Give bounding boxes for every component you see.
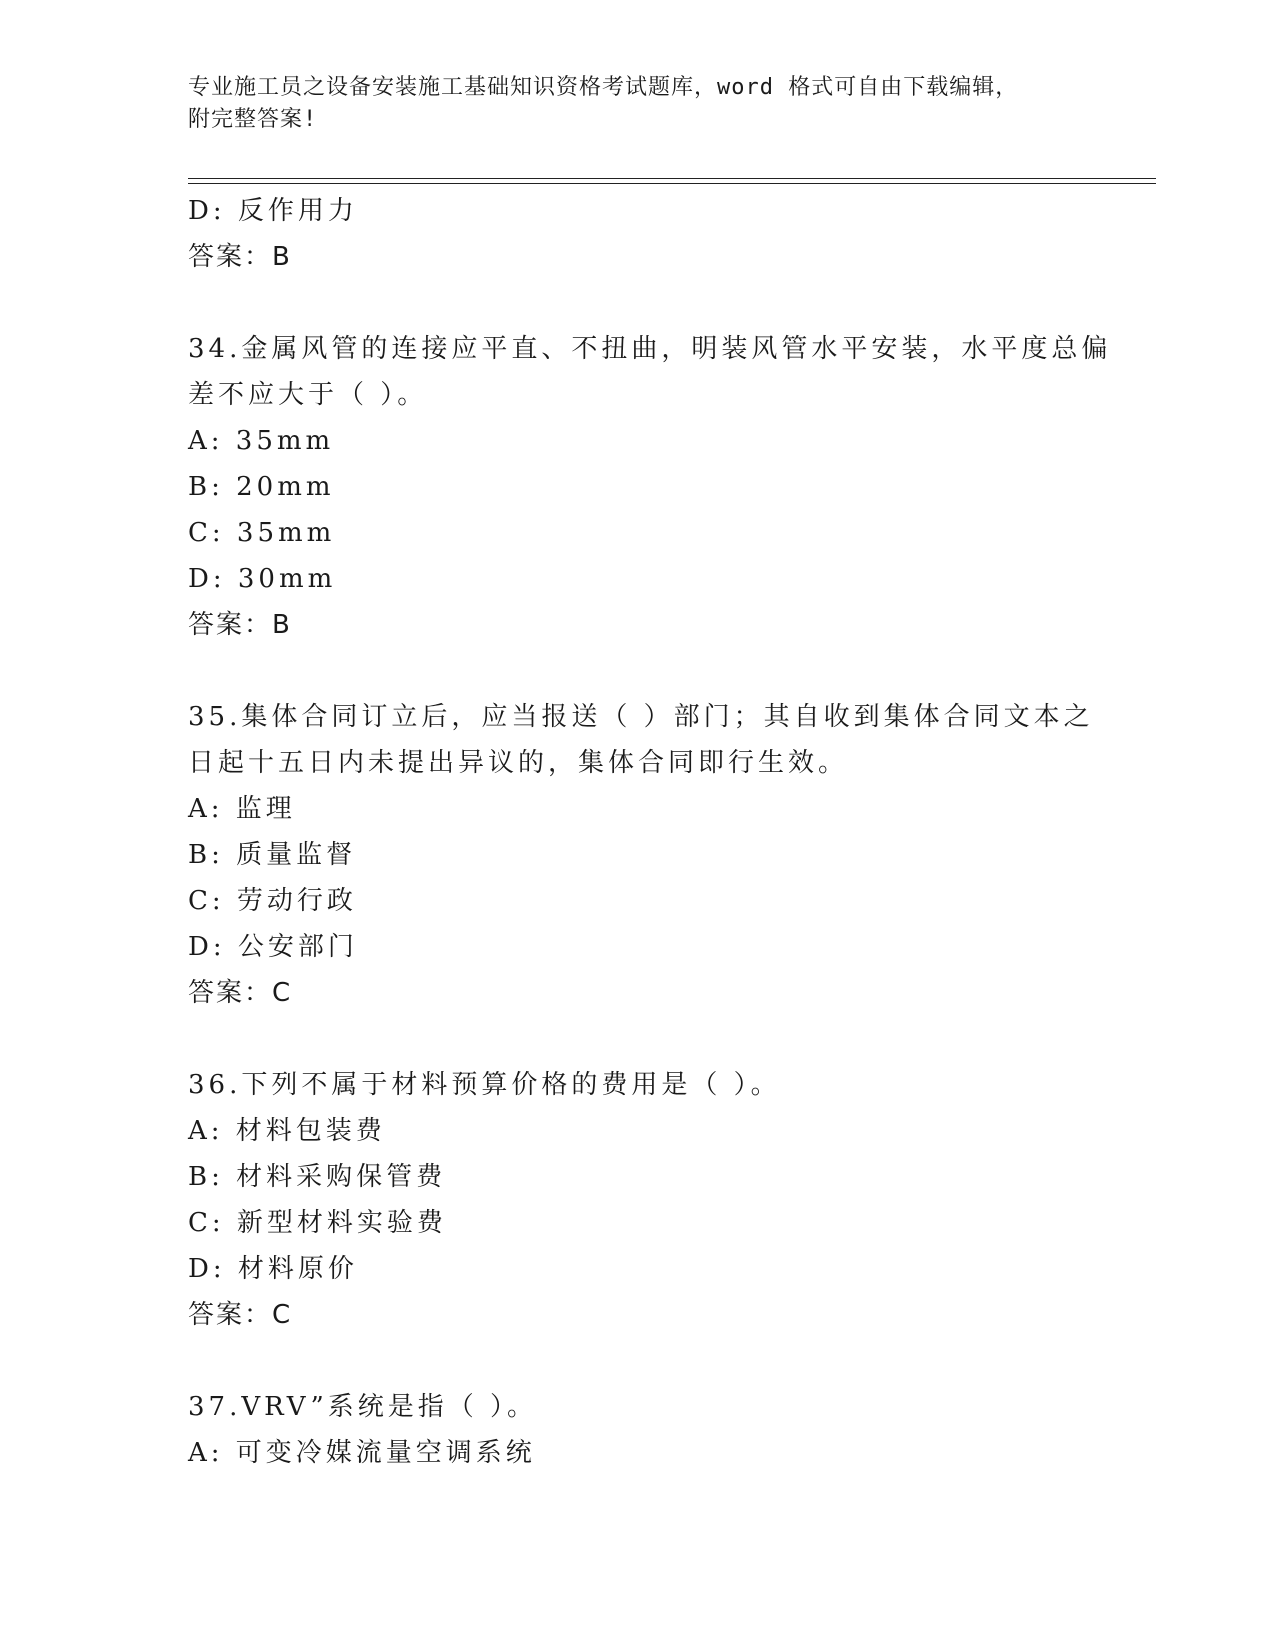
answer-line: 答案：B <box>188 610 292 640</box>
document-header <box>188 72 1088 136</box>
option-a: A: 35mm <box>188 426 335 456</box>
option-b: B: 材料采购保管费 <box>188 1162 447 1192</box>
question-37 <box>188 1384 1156 1476</box>
option-a: A: 可变冷媒流量空调系统 <box>188 1438 536 1468</box>
question-text: 34.金属风管的连接应平直、不扭曲，明装风管水平安装，水平度总偏 <box>188 334 1112 364</box>
question-text: 35.集体合同订立后，应当报送（ ）部门；其自收到集体合同文本之 <box>188 702 1094 732</box>
option-c: C: 劳动行政 <box>188 886 357 916</box>
question-text: 37.VRV”系统是指（ ）。 <box>188 1392 538 1422</box>
option-b: B: 质量监督 <box>188 840 357 870</box>
option-d: D: 反作用力 <box>188 196 358 226</box>
option-c: C: 35mm <box>188 518 336 548</box>
header-line-2: 附完整答案! <box>188 107 318 132</box>
question-text: 36.下列不属于材料预算价格的费用是（ ）。 <box>188 1070 781 1100</box>
answer-line: 答案：B <box>188 242 292 272</box>
option-c: C: 新型材料实验费 <box>188 1208 447 1238</box>
question-text: 差不应大于（ ）。 <box>188 380 428 410</box>
header-divider-top <box>188 178 1156 179</box>
header-divider-bottom <box>188 183 1156 184</box>
question-text: 日起十五日内未提出异议的，集体合同即行生效。 <box>188 748 849 778</box>
option-b: B: 20mm <box>188 472 335 502</box>
question-34 <box>188 326 1156 648</box>
option-a: A: 材料包装费 <box>188 1116 386 1146</box>
option-d: D: 材料原价 <box>188 1254 358 1284</box>
carryover-block <box>188 188 1156 280</box>
option-a: A: 监理 <box>188 794 296 824</box>
answer-line: 答案：C <box>188 1300 293 1330</box>
question-36 <box>188 1062 1156 1338</box>
option-d: D: 30mm <box>188 564 337 594</box>
option-d: D: 公安部门 <box>188 932 358 962</box>
question-35 <box>188 694 1156 1016</box>
document-body <box>188 188 1156 1476</box>
header-line-1: 专业施工员之设备安装施工基础知识资格考试题库，word 格式可自由下载编辑， <box>188 75 1019 100</box>
answer-line: 答案：C <box>188 978 293 1008</box>
